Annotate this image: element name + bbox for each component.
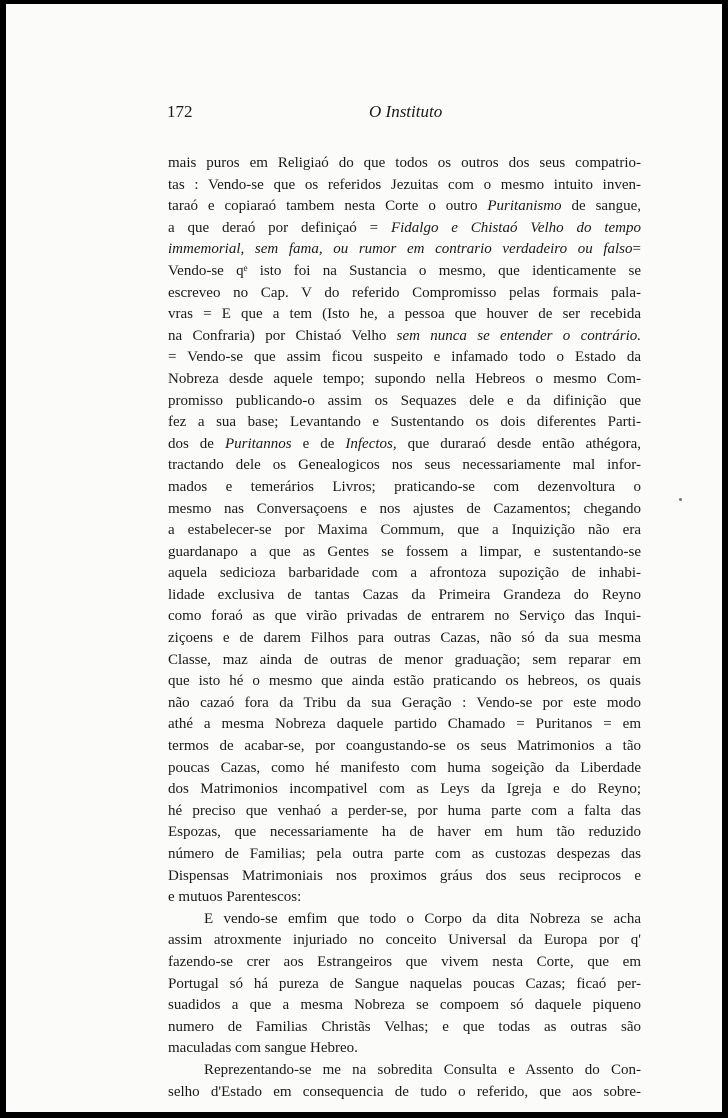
text-line	[168, 606, 641, 628]
text-line	[168, 563, 641, 585]
text-line	[168, 304, 641, 326]
text-segment: dos de	[168, 435, 225, 452]
text-segment: dos Matrimonios incompativel com as Leys da Igreja e do Reyno;	[168, 781, 641, 798]
italic-text: Fidalgo e Chistaó Velho do tempo	[390, 219, 641, 236]
text-segment: Nobreza desde aquele tempo; supondo nella Hebreos o mesmo Com-	[168, 370, 641, 387]
text-line	[168, 930, 641, 952]
text-segment: a que deraó por definiçaó =	[168, 219, 391, 236]
text-segment: selho d'Estado em consequencia de tudo o referido, que aos sobre-	[168, 1083, 641, 1100]
text-line	[168, 175, 641, 197]
text-line	[168, 801, 641, 823]
text-line	[168, 520, 641, 542]
text-segment: vras = E que a tem (Isto he, a pessoa que houver de ser recebida	[168, 306, 641, 323]
text-line	[168, 650, 641, 672]
text-segment: Reprezentando-se me na sobredita Consulta e Assento do Con-	[204, 1061, 641, 1078]
text-segment: aquela sedicioza barbaridade com a afrontoza supozição de inhabi-	[168, 565, 641, 582]
text-line	[168, 1038, 641, 1060]
text-line	[168, 283, 641, 305]
running-title: O Instituto	[369, 102, 443, 121]
text-segment: assim atroxmente injuriado no conceito Universal da Europa por q'	[168, 932, 641, 949]
text-segment: mais puros em Religiaó do que todos os outros dos seus compatrio-	[168, 155, 641, 171]
italic-text: Infectos,	[345, 435, 397, 452]
text-line	[168, 542, 641, 564]
text-line	[168, 1082, 641, 1104]
text-line	[168, 866, 641, 888]
text-segment: fez a sua base; Levantando e Sustentando os dois diferentes Parti-	[168, 414, 641, 431]
text-line	[168, 261, 641, 283]
text-line	[168, 153, 641, 175]
text-line	[168, 995, 641, 1017]
text-segment: taraó e copiaraó tambem nesta Corte o outro	[168, 198, 488, 215]
text-line	[168, 1017, 641, 1039]
page-number: 172	[167, 102, 193, 121]
text-segment: tractando dele os Genealogicos nos seus necessariamente mal infor-	[168, 457, 641, 474]
text-segment: = Vendo-se que assim ficou suspeito e infamado todo o Estado da	[168, 349, 641, 366]
text-line	[168, 434, 641, 456]
text-segment: tas : Vendo-se que os referidos Jezuitas com o mesmo intuito inven-	[168, 176, 641, 193]
text-line	[168, 628, 641, 650]
text-line	[168, 347, 641, 369]
text-line	[168, 822, 641, 844]
text-segment: que isto hé o mesmo que ainda estão praticando os hebreos, os quais	[168, 673, 641, 690]
text-segment: hé preciso que venhaó a perder-se, por huma parte com a falta das	[168, 802, 641, 819]
text-line	[168, 887, 641, 909]
text-line	[168, 736, 641, 758]
text-segment: mados e temerários Livros; praticando-se com dezenvoltura o	[168, 478, 641, 495]
text-segment: e mutuos Parentescos:	[168, 889, 302, 906]
text-line	[168, 952, 641, 974]
italic-text: sem nunca se entender o contrário.	[396, 327, 641, 344]
text-segment: termos de acabar-se, por coangustando-se os seus Matrimonios a tão	[168, 738, 641, 755]
text-segment: não cazaó fora da Tribu da sua Geração : Vendo-se por este modo	[168, 694, 641, 711]
text-segment: escreveo no Cap. V do referido Compromisso pelas formais pala-	[168, 284, 641, 301]
text-segment: promisso publicando-o assim os Sequazes dele e da difinição que	[168, 392, 641, 409]
italic-text: immemorial, sem fama, ou rumor em contrario verdadeiro ou falso	[168, 241, 633, 258]
text-segment: na Confraria) por Chistaó Velho	[168, 327, 397, 344]
text-segment: Espozas, que necessariamente ha de haver em hum tão reduzido	[168, 824, 641, 841]
text-segment: a estabelecer-se por Maxima Commum, que a Inquizição não era	[168, 522, 641, 539]
text-line	[168, 499, 641, 521]
text-line	[168, 844, 641, 866]
text-line	[168, 412, 641, 434]
text-line	[168, 909, 641, 931]
text-segment: e de	[291, 435, 346, 452]
paper-speck	[679, 498, 682, 501]
text-segment: como foraó as que virão privadas de entrarem no Serviço das Inqui-	[168, 608, 641, 625]
text-line	[168, 671, 641, 693]
text-segment: numero de Familias Christãs Velhas; e que todas as outras são	[168, 1018, 641, 1035]
body-text	[168, 153, 641, 1103]
text-segment: mesmo nas Conversaçoens e nos ajustes de Cazamentos; chegando	[168, 500, 641, 517]
text-line	[168, 974, 641, 996]
text-line	[168, 369, 641, 391]
page-header	[6, 102, 722, 126]
text-line	[168, 758, 641, 780]
text-segment: fazendo-se crer aos Estrangeiros que vivem nesta Corte, que em	[168, 953, 641, 970]
text-segment: suadidos a que a mesma Nobreza se compoem só daquele piqueno	[168, 997, 641, 1014]
book-page	[6, 4, 722, 1112]
text-segment: lidade exclusiva de tantas Cazas da Primeira Grandeza do Reyno	[168, 586, 641, 603]
text-line	[168, 218, 641, 240]
text-line	[168, 714, 641, 736]
text-segment: athé a mesma Nobreza daquele partido Chamado = Puritanos = em	[168, 716, 641, 733]
text-segment: que duraraó desde então athégora,	[396, 435, 641, 452]
text-line	[168, 391, 641, 413]
text-segment: Classe, maz ainda de outras de menor graduação; sem reparar em	[168, 651, 641, 668]
text-line	[168, 239, 641, 261]
text-segment: E vendo-se emfim que todo o Corpo da dita Nobreza se acha	[204, 910, 641, 927]
text-line	[168, 693, 641, 715]
text-line	[168, 1060, 641, 1082]
text-line	[168, 585, 641, 607]
text-segment: ziçoens e de darem Filhos para outras Cazas, não só da sua mesma	[168, 630, 641, 647]
text-segment: de sangue,	[561, 198, 641, 215]
text-line	[168, 779, 641, 801]
text-line	[168, 455, 641, 477]
text-segment: número de Familias; pela outra parte com as custozas despezas das	[168, 846, 641, 862]
text-line	[168, 196, 641, 218]
text-segment: Portugal só há pureza de Sangue naquelas poucas Cazas; ficaó per-	[168, 975, 641, 992]
text-line	[168, 326, 641, 348]
italic-text: Puritannos	[224, 435, 292, 452]
text-segment: Dispensas Matrimoniais nos proximos gráus dos seus reciprocos e	[168, 867, 641, 884]
text-line	[168, 477, 641, 499]
text-segment: maculadas com sangue Hebreo.	[168, 1040, 358, 1057]
text-segment: Vendo-se qᵉ isto foi na Sustancia o mesmo, que identicamente se	[168, 262, 641, 279]
italic-text: Puritanismo	[487, 198, 562, 215]
text-segment: poucas Cazas, como hé manifesto com huma sogeição da Liberdade	[168, 759, 641, 776]
text-segment: guardanapo a que as Gentes se fossem a limpar, e sustentando-se	[168, 543, 641, 560]
text-segment: =	[632, 241, 641, 258]
